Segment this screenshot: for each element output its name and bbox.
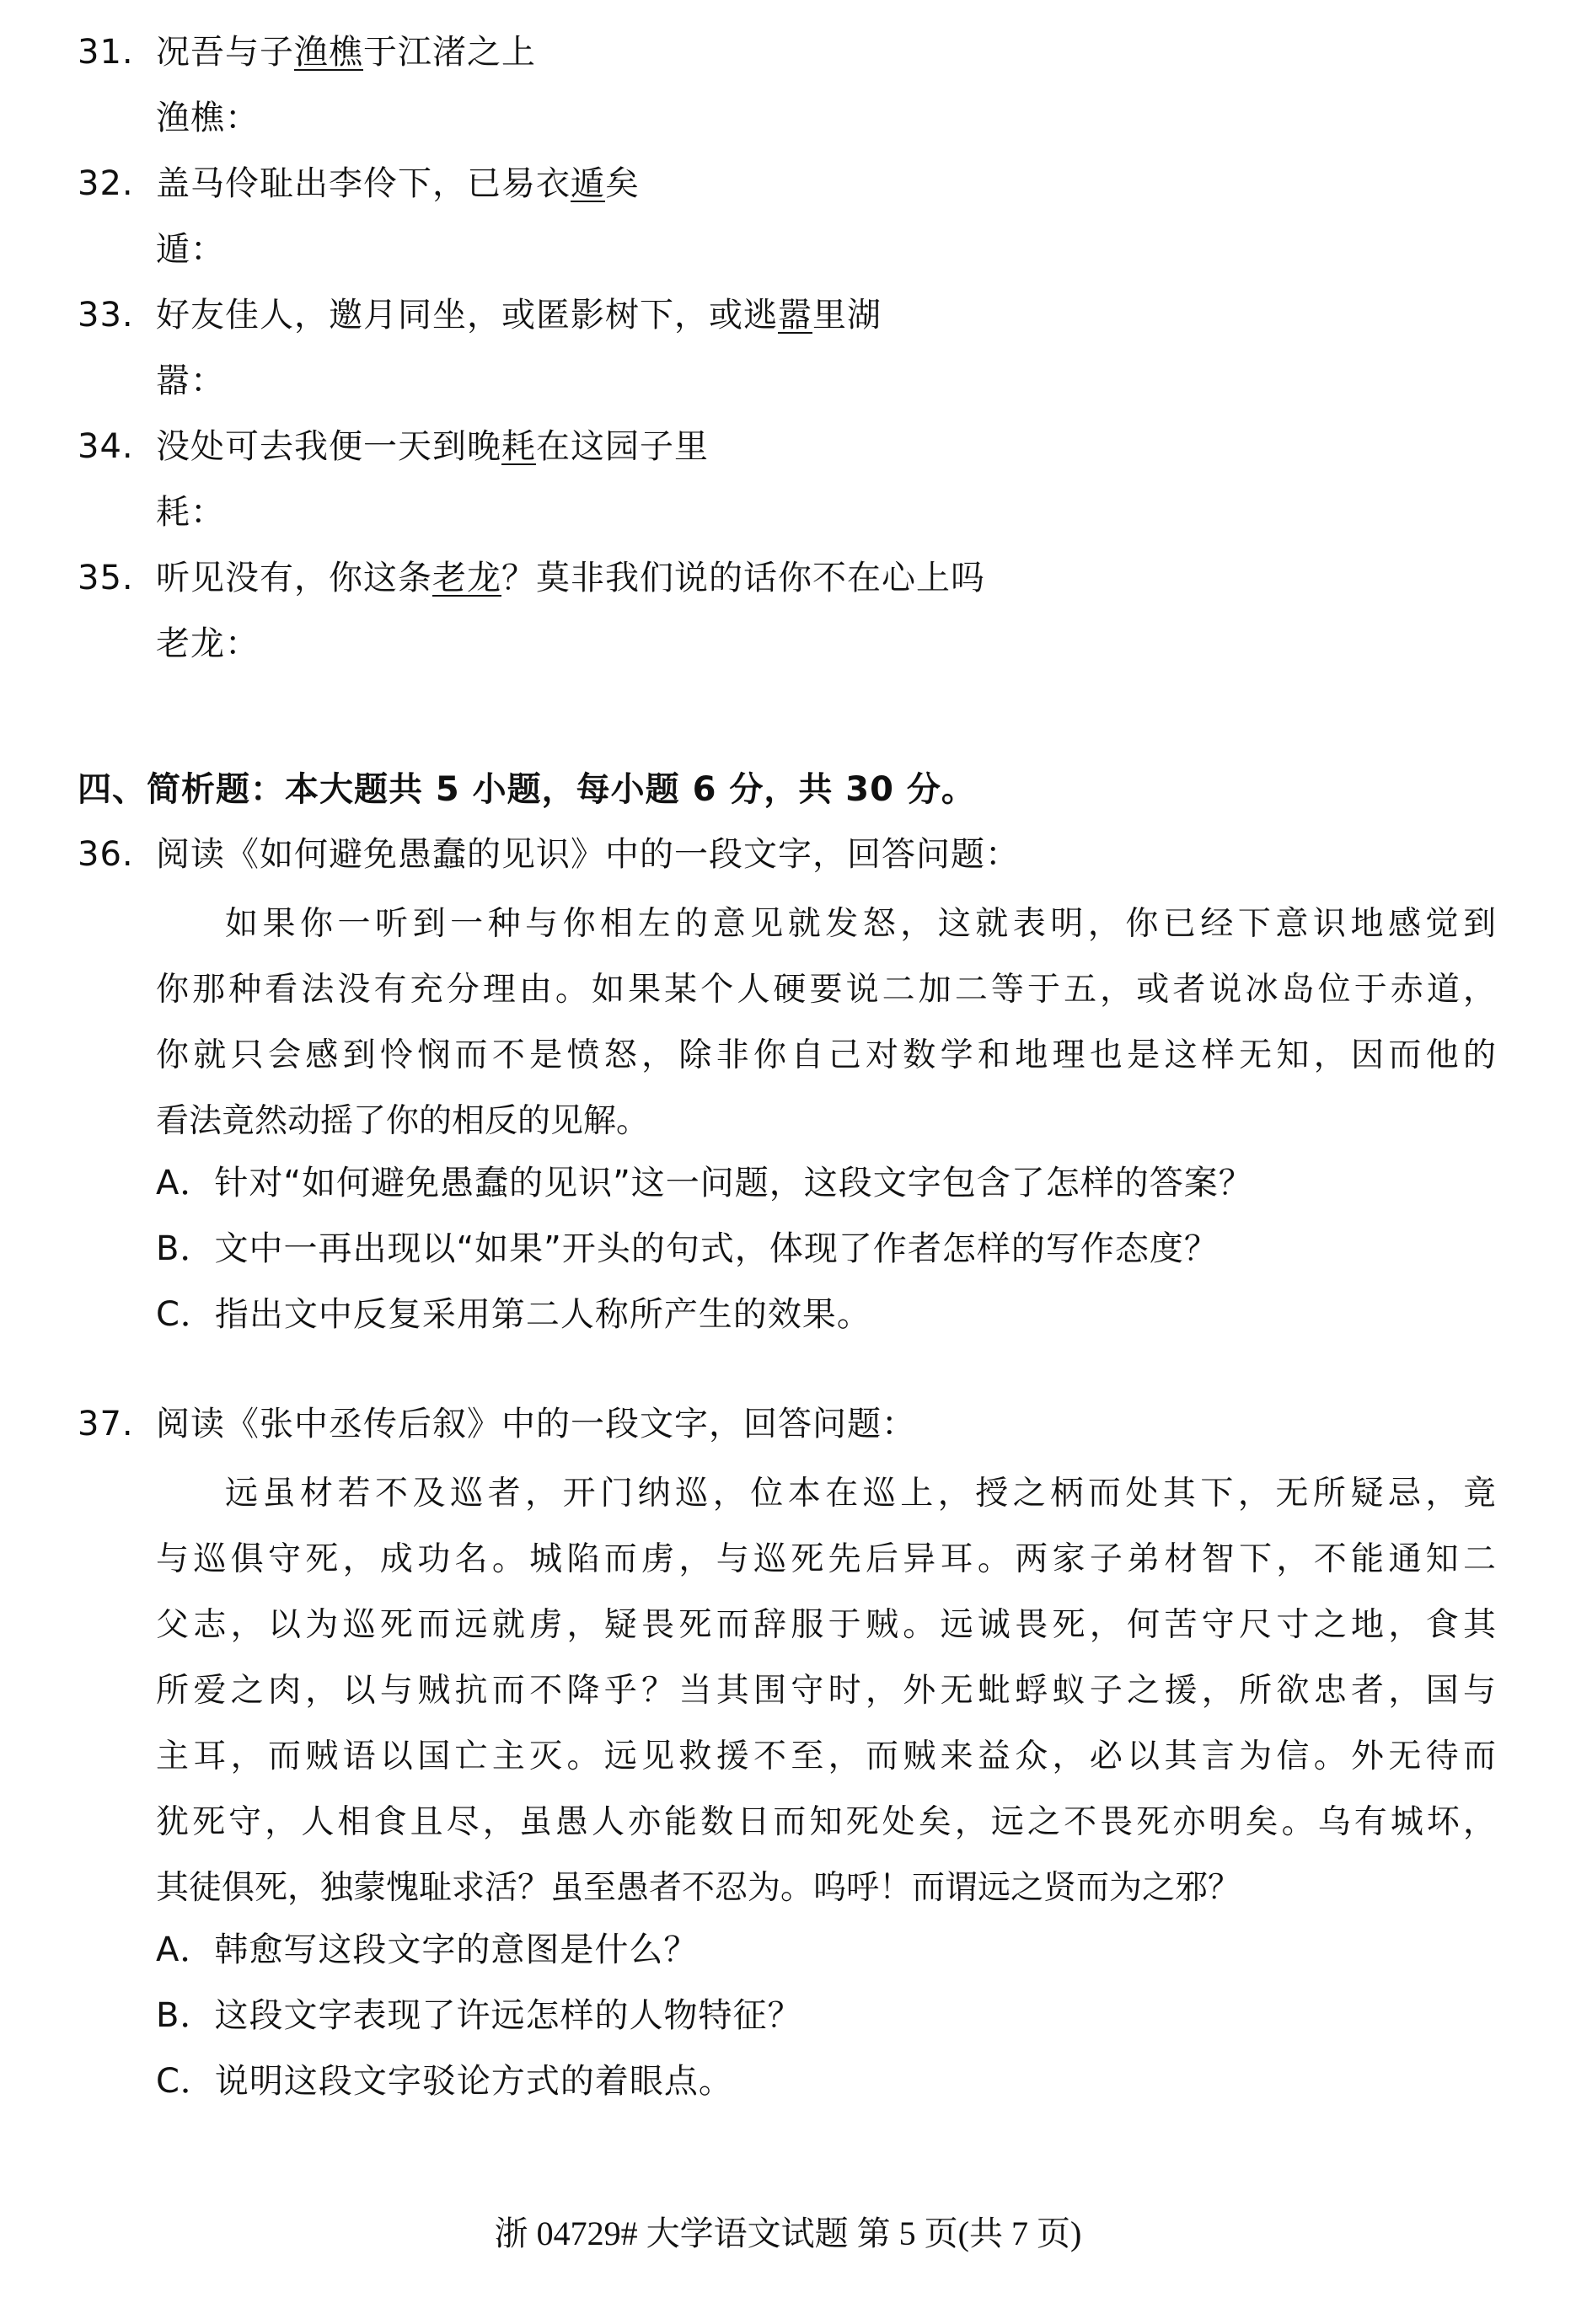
page-footer: 浙 04729# 大学语文试题 第 5 页(共 7 页) [494, 2214, 1082, 2252]
sub-question-text: C．指出文中反复采用第二人称所产生的效果。 [156, 1295, 871, 1334]
question-number: 31. [78, 33, 134, 72]
question-sentence [156, 558, 985, 598]
passage-line: 远虽材若不及巡者，开门纳巡，位本在巡上，授之柄而处其下，无所疑忌，竟 [225, 1475, 1496, 1513]
answer-label: 嚣： [156, 361, 225, 400]
answer-label: 老龙： [156, 624, 260, 663]
question-sentence [156, 163, 640, 204]
passage-line: 与巡俱守死，成功名。城陷而虏，与巡死先后异耳。两家子弟材智下，不能通知二 [156, 1540, 1496, 1578]
answer-label: 渔樵： [156, 99, 260, 137]
question-number: 33. [78, 296, 134, 335]
sentence-before: 好友佳人，邀月同坐，或匿影树下，或逃 [156, 296, 778, 335]
sub-question-text: C．说明这段文字驳论方式的着眼点。 [156, 2062, 733, 2101]
question-number: 35. [78, 559, 134, 597]
passage-line: 你那种看法没有充分理由。如果某个人硬要说二加二等于五，或者说冰岛位于赤道， [156, 971, 1496, 1009]
sentence-before: 况吾与子 [156, 33, 294, 72]
passage-line: 父志，以为巡死而远就虏，疑畏死而辞服于贼。远诚畏死，何苦守尺寸之地，食其 [156, 1606, 1496, 1644]
sentence-after: 矣 [605, 164, 640, 203]
section-heading: 四、简析题：本大题共 5 小题，每小题 6 分，共 30 分。 [78, 770, 976, 809]
sentence-before: 听见没有，你这条 [156, 559, 432, 597]
question-number: 37. [78, 1405, 134, 1443]
underlined-key-word: 耗 [501, 427, 536, 466]
question-prompt: 阅读《如何避免愚蠢的见识》中的一段文字，回答问题： [156, 835, 1020, 874]
sentence-after: 于江渚之上 [363, 33, 536, 72]
sentence-after: 里湖 [812, 296, 882, 335]
question-37-passage [156, 1461, 1496, 1921]
question-sentence [156, 32, 536, 72]
question-number: 32. [78, 164, 134, 203]
passage-line: 如果你一听到一种与你相左的意见就发怒，这就表明，你已经下意识地感觉到 [225, 905, 1496, 943]
passage-line: 主耳，而贼语以国亡主灭。远见救援不至，而贼来益众，必以其言为信。外无待而 [156, 1738, 1496, 1775]
sub-question-text: A．韩愈写这段文字的意图是什么？ [156, 1930, 699, 1969]
passage-line: 所爱之肉，以与贼抗而不降乎？当其围守时，外无蚍蜉蚁子之援，所欲忠者，国与 [156, 1672, 1496, 1710]
sentence-after: 在这园子里 [536, 427, 709, 466]
sentence-before: 没处可去我便一天到晚 [156, 427, 501, 466]
question-sentence [156, 295, 882, 335]
underlined-key-word: 老龙 [432, 559, 501, 597]
passage-line: 你就只会感到怜悯而不是愤怒，除非你自己对数学和地理也是这样无知，因而他的 [156, 1036, 1496, 1074]
sub-question-text: B．这段文字表现了许远怎样的人物特征？ [156, 1996, 802, 2035]
passage-line: 其徒俱死，独蒙愧耻求活？虽至愚者不忍为。呜呼！而谓远之贤而为之邪？ [156, 1869, 1241, 1907]
sentence-after: ？莫非我们说的话你不在心上吗 [501, 559, 985, 597]
question-number: 36. [78, 835, 134, 874]
question-sentence [156, 426, 709, 467]
sub-question-text: A．针对“如何避免愚蠢的见识”这一问题，这段文字包含了怎样的答案？ [156, 1164, 1253, 1202]
passage-line: 看法竟然动摇了你的相反的见解。 [156, 1102, 650, 1140]
sub-question-text: B．文中一再出现以“如果”开头的句式，体现了作者怎样的写作态度？ [156, 1229, 1219, 1268]
underlined-key-word: 渔樵 [294, 33, 363, 72]
underlined-key-word: 遁 [571, 164, 605, 203]
question-36-passage [156, 892, 1496, 1154]
answer-label: 耗： [156, 493, 225, 532]
question-number: 34. [78, 427, 134, 466]
passage-line: 犹死守，人相食且尽，虽愚人亦能数日而知死处矣，远之不畏死亦明矣。乌有城坏， [156, 1803, 1496, 1841]
sentence-before: 盖马伶耻出李伶下，已易衣 [156, 164, 571, 203]
question-prompt: 阅读《张中丞传后叙》中的一段文字，回答问题： [156, 1405, 916, 1443]
underlined-key-word: 嚣 [778, 296, 812, 335]
answer-label: 遁： [156, 230, 225, 269]
